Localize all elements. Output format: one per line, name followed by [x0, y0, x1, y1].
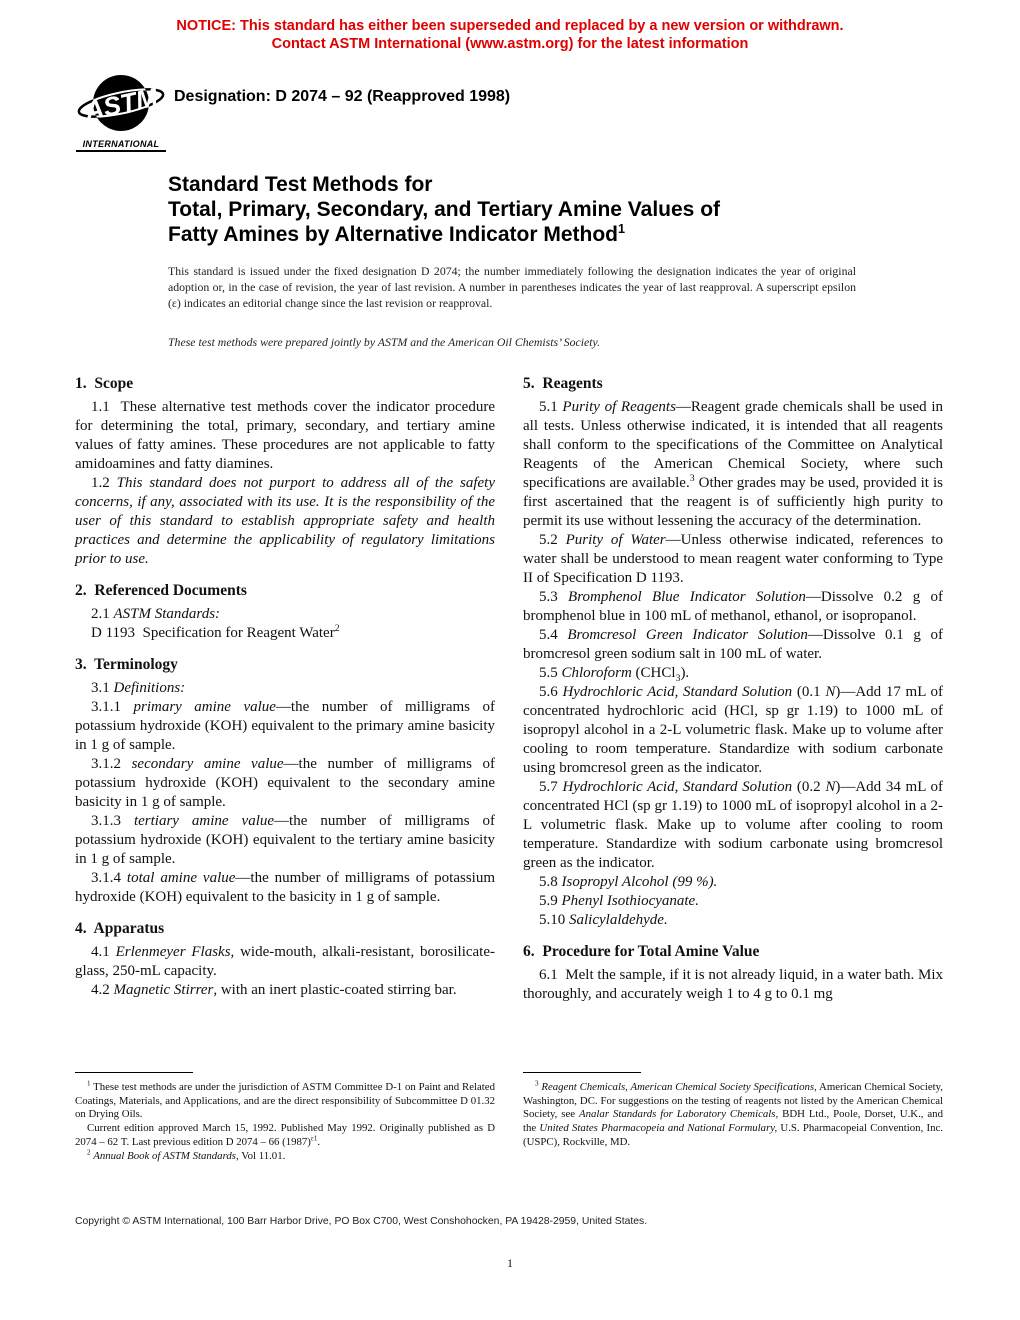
page-number: 1 — [507, 1256, 513, 1270]
text-run: 3.1.2 — [91, 756, 132, 772]
astm-logo-text: ASTM — [82, 81, 161, 127]
text-run: Purity of Water — [565, 532, 666, 548]
left-column — [75, 374, 495, 1000]
text-run: 5.7 — [539, 779, 563, 795]
text-run: This standard does not purport to address all of the safety concerns, if any, associated with its use. It is the responsibility of the user of this standard to establish appropriate safety and health practices and determine the applicability of regulatory limitations prior to use. — [75, 475, 496, 567]
text-run: 5.10 — [539, 912, 569, 928]
body-paragraph — [75, 605, 495, 624]
text-run: Magnetic Stirrer — [113, 982, 214, 998]
text-run: 3. Terminology — [75, 656, 178, 673]
text-run: Hydrochloric Acid, Standard Solution — [562, 684, 793, 700]
notice-line-1: NOTICE: This standard has either been superseded and replaced by a new version or withdrawn. — [176, 18, 844, 34]
footnote-rule — [75, 1072, 193, 1073]
text-run: N — [825, 779, 836, 795]
text-run: 3.1.4 — [91, 870, 127, 886]
footnotes-left — [75, 1072, 495, 1163]
body-paragraph — [75, 869, 495, 907]
text-run: (0.2 — [792, 779, 826, 795]
two-column-body — [75, 374, 943, 1208]
text-run: Phenyl Isothiocyanate. — [561, 893, 699, 909]
body-paragraph — [523, 626, 943, 664]
text-run: Annual Book of ASTM Standards, — [93, 1149, 239, 1162]
text-run: secondary amine value — [131, 756, 284, 772]
text-run: ε1 — [310, 1134, 318, 1143]
body-paragraph — [523, 588, 943, 626]
notice-line-2: Contact ASTM International (www.astm.org) for the latest information — [271, 35, 749, 52]
body-paragraph — [75, 398, 495, 474]
text-run: 1 — [87, 1079, 91, 1088]
text-run: 5.2 — [539, 532, 566, 548]
section-heading — [75, 375, 495, 393]
text-run: American Chemical Society, Washington, DC. For suggestions on the testing of reagents not listed by the American Chemical Society, see — [523, 1081, 944, 1121]
body-paragraph — [75, 981, 495, 1000]
text-run: , with an inert plastic-coated stirring bar. — [213, 982, 457, 998]
text-run: Hydrochloric Acid, Standard Solution — [562, 779, 793, 795]
text-run: D 1193 Specification for Reagent Water — [91, 625, 335, 641]
text-run: 5.4 — [539, 627, 568, 643]
section-heading — [75, 582, 495, 600]
text-run: Bromcresol Green Indicator Solution — [567, 627, 808, 643]
text-run: Erlenmeyer Flasks — [115, 944, 231, 960]
text-run: 1.1 These alternative test methods cover the indicator procedure for determining the total, primary, secondary, and tertiary amine values of fatty amines. These procedures are not applicable to fatty amidoamines and fatty diamines. — [75, 399, 495, 472]
text-run: BDH Ltd., Poole, Dorset, U.K., and the — [523, 1108, 943, 1135]
text-run: , wide-mouth, alkali-resistant, borosilicate-glass, 250-mL capacity. — [75, 944, 495, 979]
text-run: N — [825, 684, 836, 700]
body-paragraph — [523, 398, 943, 531]
text-run: U.S. Pharmacopeial Convention, Inc. (USPC), Rockville, MD. — [523, 1122, 943, 1148]
text-run: Definitions: — [113, 680, 186, 696]
text-run: 3.1.1 — [91, 699, 134, 715]
text-run: Other grades may be used, provided it is first ascertained that the reagent is of sufficiently high purity to permit its use without lessening the accuracy of the determination. — [523, 475, 943, 529]
text-run: 2.1 — [91, 606, 114, 622]
footnotes-right — [523, 1072, 943, 1150]
body-paragraph — [523, 683, 943, 778]
text-run: Isopropyl Alcohol (99 %). — [561, 874, 718, 890]
body-paragraph — [523, 966, 943, 1004]
text-run: United States Pharmacopeia and National Formulary, — [539, 1122, 778, 1135]
body-paragraph — [523, 873, 943, 892]
text-run: —the number of milligrams of potassium hydroxide (KOH) equivalent to the secondary amine basicity in 1 g of sample. — [75, 756, 495, 810]
title-footnote-ref: 1 — [618, 222, 626, 236]
section-heading — [523, 375, 943, 393]
text-run: 5.6 — [539, 684, 563, 700]
body-paragraph — [523, 778, 943, 873]
text-run: 1.2 — [91, 475, 117, 491]
footnote-paragraph — [75, 1081, 495, 1122]
body-paragraph — [523, 531, 943, 588]
body-paragraph — [75, 624, 495, 643]
text-run: 2. Referenced Documents — [75, 582, 247, 599]
text-run: Analar Standards for Laboratory Chemicals, — [579, 1108, 779, 1121]
text-run: 2 — [87, 1147, 91, 1156]
text-run: 3.1.3 — [91, 813, 134, 829]
text-run: 3 — [535, 1079, 539, 1088]
text-run: tertiary amine value — [133, 813, 275, 829]
footnote-paragraph — [523, 1081, 943, 1150]
text-run: 6.1 Melt the sample, if it is not already liquid, in a water bath. Mix thoroughly, and accurately weigh 1 to 4 g to 0.1 mg — [523, 967, 943, 1002]
text-run: Chloroform — [561, 665, 632, 681]
body-paragraph — [75, 698, 495, 755]
text-run: Bromphenol Blue Indicator Solution — [568, 589, 806, 605]
text-run: primary amine value — [133, 699, 276, 715]
text-run: —the number of milligrams of potassium hydroxide (KOH) equivalent to the tertiary amine basicity in 1 g of sample. — [75, 813, 496, 867]
text-run: —Reagent grade chemicals shall be used in all tests. Unless otherwise indicated, it is intended that all reagents shall conform to the specifications of the Committee on Analytical Reagents of the American Chemical Society, where such specifications are available. — [523, 399, 943, 491]
text-run: —the number of milligrams of potassium hydroxide (KOH) equivalent to the primary amine basicity in 1 g of sample. — [75, 699, 495, 753]
text-run: (0.1 — [792, 684, 826, 700]
text-run: Salicylaldehyde. — [569, 912, 668, 928]
prepared-note: These test methods were prepared jointly by ASTM and the American Oil Chemists’ Society. — [168, 335, 601, 349]
text-run: )—Add 34 mL of concentrated HCl (sp gr 1.19) to 1000 mL of isopropyl alcohol in a 2-L volumetric flask. Make up to volume after cooling to room temperature. Standardize with sodium carbonate using bromcresol green as the indicator. — [523, 779, 943, 871]
footnotes-right-body — [523, 1081, 943, 1150]
text-run: )—Add 17 mL of concentrated hydrochloric acid (HCl, sp gr 1.19) to 1000 mL of isopropyl alcohol in a 2-L volumetric flask. Make up to volume after cooling to room temperature. Standardize with sodium carbonate using bromcresol green as the indicator. — [523, 684, 943, 776]
text-run: 5.9 — [539, 893, 562, 909]
title-line-1: Standard Test Methods for — [168, 173, 433, 196]
text-run: (CHCl — [631, 665, 676, 681]
title-line-3 — [168, 222, 720, 247]
designation: Designation: D 2074 – 92 (Reapproved 1998) — [174, 88, 511, 105]
title-line-3-text: Fatty Amines by Alternative Indicator Method — [168, 223, 619, 246]
footnote-paragraph — [75, 1122, 495, 1149]
text-run: —Dissolve 0.1 g of bromcresol green sodium salt in 100 mL of water. — [523, 627, 944, 662]
section-heading — [75, 920, 495, 938]
supersession-notice — [0, 18, 1020, 53]
section-heading — [75, 656, 495, 674]
right-column — [523, 374, 943, 1004]
body-paragraph — [75, 679, 495, 698]
text-run: Reagent Chemicals, American Chemical Society Specifications, — [541, 1081, 817, 1093]
text-run: total amine value — [126, 870, 236, 886]
body-paragraph — [75, 943, 495, 981]
text-run: —the number of milligrams of potassium hydroxide (KOH) equivalent to the basicity in 1 g of sample. — [75, 870, 495, 905]
text-run: —Unless otherwise indicated, references to water shall be understood to mean reagent water conforming to Type II of Specification D 1193. — [523, 532, 944, 586]
text-run: 1. Scope — [75, 375, 134, 392]
text-run: ASTM Standards: — [113, 606, 221, 622]
text-run: 5. Reagents — [523, 375, 603, 392]
text-run: 3 — [689, 473, 695, 484]
text-run: 6. Procedure for Total Amine Value — [523, 943, 760, 960]
body-paragraph — [75, 755, 495, 812]
text-run: 4.2 — [91, 982, 114, 998]
astm-globe-icon — [76, 74, 166, 136]
text-run: 4. Apparatus — [75, 920, 165, 937]
body-paragraph — [523, 892, 943, 911]
footnote-rule — [523, 1072, 641, 1073]
astm-logo — [76, 74, 168, 152]
issuance-note: This standard is issued under the fixed designation D 2074; the number immediately following the designation indicates the year of original adoption or, in the case of revision, the year of last revision. A number in parentheses indicates the year of last reapproval. A superscript epsilon (ε) indicates an editorial change since the last revision or reapproval. — [168, 264, 856, 310]
body-paragraph — [75, 474, 495, 569]
text-run: 2 — [334, 623, 340, 634]
text-run: 3.1 — [91, 680, 114, 696]
text-run: . — [317, 1135, 321, 1148]
body-paragraph — [75, 812, 495, 869]
text-run: —Dissolve 0.2 g of bromphenol blue in 100 mL of methanol, ethanol, or isopropanol. — [523, 589, 943, 624]
document-title — [168, 172, 720, 247]
text-run: 5.5 — [539, 665, 562, 681]
text-run: Purity of Reagents — [562, 399, 676, 415]
astm-logo-subtext: INTERNATIONAL — [76, 139, 166, 152]
text-run: 5.1 — [539, 399, 563, 415]
text-run: 5.8 — [539, 874, 562, 890]
body-paragraph — [523, 664, 943, 683]
footnotes-left-body — [75, 1081, 495, 1163]
text-run: 3 — [675, 673, 681, 684]
text-run: Current edition approved March 15, 1992. Published May 1992. Originally published as D 2074 – 62 T. Last previous edition D 2074 – 66 (1987) — [75, 1122, 495, 1148]
text-run: 4.1 — [91, 944, 116, 960]
text-run: ). — [680, 665, 690, 681]
body-paragraph — [523, 911, 943, 930]
text-run: These test methods are under the jurisdiction of ASTM Committee D-1 on Paint and Related Coatings, Materials, and Applications, and are the direct responsibility of Subcommittee D 01.32 on Drying Oils. — [75, 1081, 495, 1121]
section-heading — [523, 943, 943, 961]
title-line-2: Total, Primary, Secondary, and Tertiary Amine Values of — [168, 198, 721, 221]
copyright-line: Copyright © ASTM International, 100 Barr Harbor Drive, PO Box C700, West Conshohocken, PA 19428-2959, United States. — [75, 1216, 648, 1227]
footnote-paragraph — [75, 1147, 495, 1164]
text-run: 5.3 — [539, 589, 569, 605]
text-run: Vol 11.01. — [238, 1149, 286, 1162]
